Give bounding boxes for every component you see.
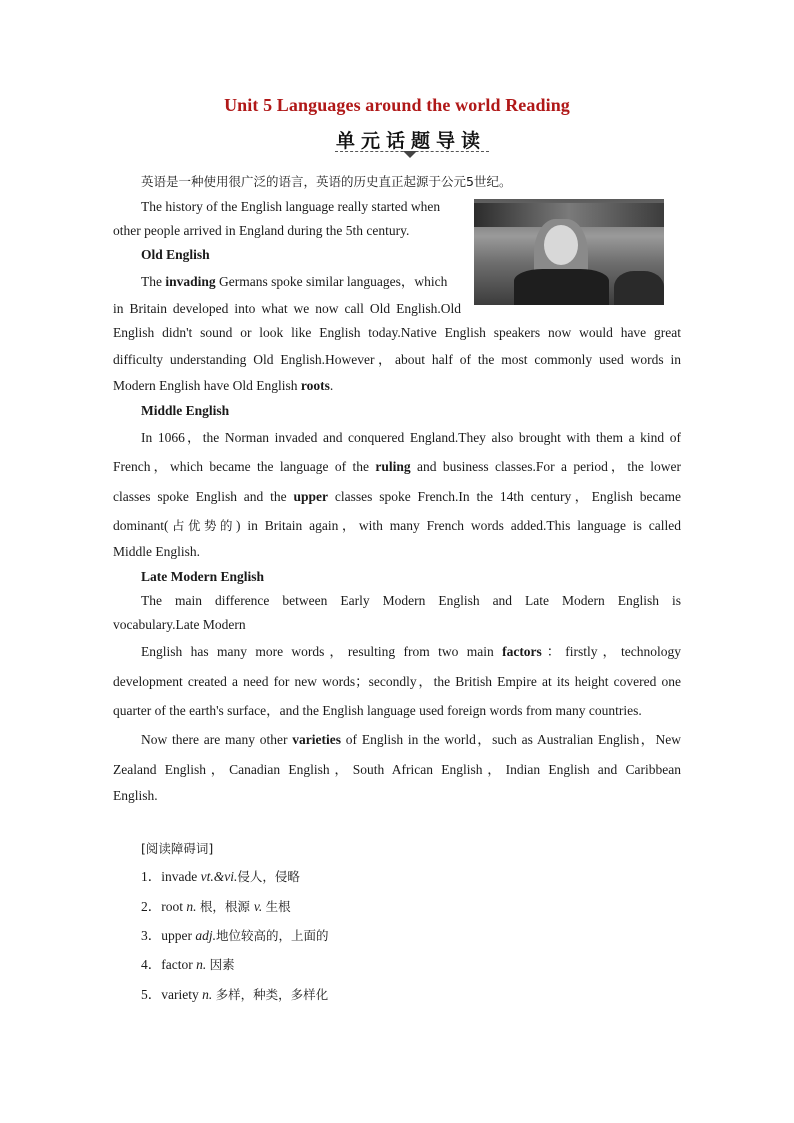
text: French，which became the language of the [113,459,376,474]
text: classes spoke French.In the 14th century，English became [328,489,681,504]
section-heading [333,126,489,162]
vocab-meaning: 多样，种类，多样化 [215,987,329,1002]
chinese-gloss: 占优势的 [168,518,236,533]
old-line3: English didn't sound or look like English today.Native English speakers now would have great [113,325,681,340]
text: Now there are many other [141,732,293,747]
vocab-meaning: 侵人，侵略 [237,869,300,884]
intro-chinese: 英语是一种使用很广泛的语言，英语的历史直正起源于公元5世纪。 [141,174,512,189]
vocab-num: 1． [141,869,162,884]
vocab-pos: n. [186,899,197,914]
vocab-meaning: 因素 [209,957,235,972]
vocab-item [141,953,235,977]
text: . [329,378,334,393]
text: The [141,274,166,289]
text: ) in Britain again，with many French words added.This language is called [236,518,681,533]
vocab-word: invade [161,869,201,884]
vocab-num: 4． [141,957,162,972]
mid-line3 [113,485,681,509]
page-title: Unit 5 Languages around the world Reading [224,95,570,115]
text: and business classes.For a period，the lower [410,459,681,474]
keyword-varieties: varieties [292,732,342,747]
text: of English in the world，such as Australian English，New [341,732,681,747]
para-history-line2: other people arrived in England during the 5th century. [113,223,410,238]
vocab-item [141,865,300,889]
vocab-item [141,895,291,919]
vocab-word: factor [161,957,197,972]
late-line3 [141,640,681,664]
now-line3: English. [113,788,158,803]
old-line5 [113,374,681,398]
vocab-item [141,924,329,948]
vocab-num: 5． [141,987,162,1002]
down-arrow-icon [403,151,417,158]
vocab-meaning: 生根 [265,899,291,914]
late-line1: The main difference between Early Modern English and Late Modern English is [141,593,681,608]
vocab-pos: vt.&vi. [200,869,238,884]
vocab-meaning: 地位较高的，上面的 [216,928,329,943]
heading-late-modern-english: Late Modern English [141,569,265,584]
vocab-num: 2． [141,899,162,914]
section-heading-text: 单元话题导读 [335,130,486,152]
vocab-word: root [161,899,187,914]
keyword-roots: roots [300,378,330,393]
heading-old-english: Old English [141,247,210,262]
vocab-pos: n. [202,987,213,1002]
vocab-pos: v. [253,899,263,914]
mid-line4 [113,514,681,538]
vocab-num: 3． [141,928,162,943]
old-line2: in Britain developed into what we now call Old English.Old [113,301,461,316]
vocab-meaning: 根，根源 [199,899,254,914]
late-line4: development created a need for new words；secondly，the British Empire at its height covered one [113,674,681,689]
vocab-heading: [阅读障碍词] [141,841,214,856]
old-line4: difficulty understanding Old English.However，about half of the most commonly used words in [113,352,681,367]
mid-line5: Middle English. [113,544,200,559]
late-line5: quarter of the earth's surface，and the English language used foreign words from many countries. [113,703,642,718]
vocab-pos: n. [196,957,207,972]
text: classes spoke English and the [113,489,294,504]
mid-line1: In 1066，the Norman invaded and conquered England.They also brought with them a kind of [141,430,681,445]
vocab-pos: adj. [195,928,217,943]
text: English has many more words，resulting from two main [141,644,503,659]
keyword-invading: invading [165,274,216,289]
text: dominant( [113,518,169,533]
late-line2: vocabulary.Late Modern [113,617,246,632]
now-line1 [141,728,681,752]
heading-middle-english: Middle English [141,403,230,418]
keyword-upper: upper [293,489,329,504]
vocab-word: upper [161,928,196,943]
jacket-shape [514,269,609,305]
para-history-line1: The history of the English language really started when [141,199,441,214]
keyword-ruling: ruling [375,459,411,474]
old-line1 [141,270,463,294]
now-line2: Zealand English，Canadian English，South African English，Indian English and Caribbean [113,762,681,777]
text: Modern English have Old English [113,378,301,393]
person-right-shape [614,271,664,305]
vocab-item [141,983,328,1007]
text: ：firstly，technology [541,644,681,659]
vocab-word: variety [161,987,203,1002]
keyword-factors: factors [502,644,542,659]
text: Germans spoke similar languages，which [215,274,448,289]
mid-line2 [113,455,681,479]
